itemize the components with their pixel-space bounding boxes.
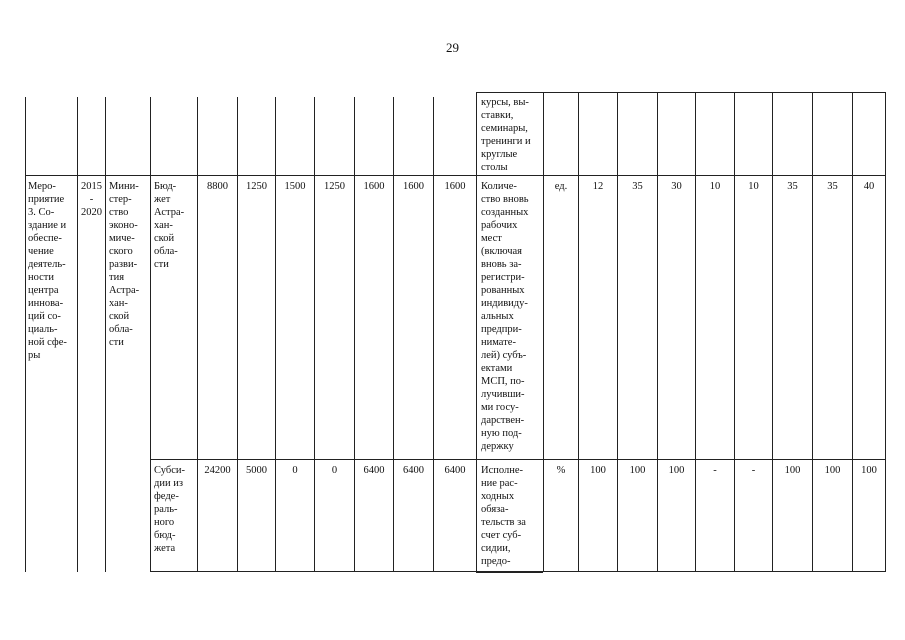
value-cell: 100 xyxy=(590,465,606,476)
grid-line xyxy=(772,92,773,572)
grid-line xyxy=(695,92,696,572)
grid-line xyxy=(852,92,853,572)
amount-cell: 6400 xyxy=(403,465,424,476)
grid-line xyxy=(476,571,543,573)
value-cell: 100 xyxy=(629,465,646,476)
amount-cell: 0 xyxy=(331,465,338,476)
grid-line xyxy=(734,92,735,572)
grid-line xyxy=(812,92,813,572)
unit-cell: ед. xyxy=(554,181,568,192)
grid-line xyxy=(275,97,276,572)
value-cell: - xyxy=(751,465,756,476)
funding-source-cell: Бюд- жет Астра- хан- ской обла- сти xyxy=(154,181,185,270)
period-cell: 2015 - 2020 xyxy=(81,181,102,218)
grid-line xyxy=(543,92,544,572)
amount-cell: 0 xyxy=(292,465,298,476)
amount-cell: 1250 xyxy=(324,181,345,192)
page-number: 29 xyxy=(446,40,459,55)
grid-line xyxy=(150,97,151,572)
grid-line xyxy=(578,92,579,572)
amount-cell: 6400 xyxy=(444,465,466,476)
grid-line xyxy=(237,97,238,572)
value-cell: 10 xyxy=(709,181,721,192)
amount-cell: 8800 xyxy=(207,181,228,192)
indicator-cell: Исполне- ние рас- ходных обяза- тельств за счет суб- сидии, предо- xyxy=(481,465,526,567)
amount-cell: 1600 xyxy=(444,181,466,192)
unit-cell: % xyxy=(556,465,566,476)
value-cell: 40 xyxy=(863,181,875,192)
grid-line xyxy=(150,459,886,460)
grid-line xyxy=(476,92,477,572)
amount-cell: 24200 xyxy=(204,465,231,476)
executor-cell: Мини- стер- ство эконо- миче- ского разви- тия Астра- хан- ской обла- сти xyxy=(109,181,140,348)
amount-cell: 6400 xyxy=(363,465,385,476)
grid-line xyxy=(885,92,886,572)
amount-cell: 1500 xyxy=(284,181,306,192)
grid-line xyxy=(197,97,198,572)
value-cell: 100 xyxy=(784,465,801,476)
value-cell: 100 xyxy=(824,465,841,476)
value-cell: 35 xyxy=(827,181,838,192)
value-cell: - xyxy=(713,465,717,476)
indicator-cell: курсы, вы- ставки, семинары, тренинги и круглые столы xyxy=(481,97,531,173)
value-cell: 35 xyxy=(787,181,798,192)
amount-cell: 5000 xyxy=(246,465,267,476)
amount-cell: 1600 xyxy=(403,181,424,192)
grid-line xyxy=(433,97,434,572)
grid-line xyxy=(25,175,886,176)
value-cell: 100 xyxy=(668,465,685,476)
value-cell: 12 xyxy=(592,181,604,192)
measure-name-cell: Меро- приятие 3. Со- здание и обеспе- чение деятель- ности центра иннова- ций со- циаль- ной сфе- ры xyxy=(28,181,67,361)
value-cell: 10 xyxy=(748,181,759,192)
indicator-cell: Количе- ство вновь созданных рабочих мест (включая вновь за- регистри- рованных индивиду- альных предпри- нимате- лей) субъ- ектами МСП, по- лучивши- ми госу- дарствен- ную под- держку xyxy=(481,181,529,452)
grid-line xyxy=(657,92,658,572)
grid-line xyxy=(25,97,26,572)
amount-cell: 1250 xyxy=(246,181,267,192)
amount-cell: 1600 xyxy=(363,181,385,192)
grid-line xyxy=(476,92,886,93)
value-cell: 35 xyxy=(632,181,643,192)
grid-line xyxy=(105,97,106,572)
grid-line xyxy=(393,97,394,572)
funding-source-cell: Субси- дии из феде- раль- ного бюд- жета xyxy=(154,465,185,554)
grid-line xyxy=(617,92,618,572)
grid-line xyxy=(354,97,355,572)
grid-line xyxy=(77,97,78,572)
value-cell: 30 xyxy=(671,181,682,192)
value-cell: 100 xyxy=(861,465,877,476)
grid-line xyxy=(314,97,315,572)
